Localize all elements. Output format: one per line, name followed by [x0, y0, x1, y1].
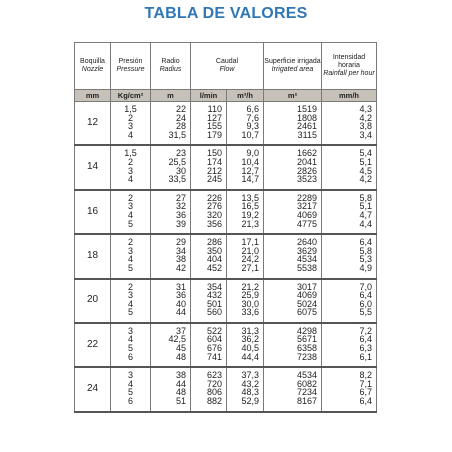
area-cell: 3217 — [264, 202, 322, 211]
pressure-cell: 5 — [111, 264, 151, 273]
table-row — [75, 308, 377, 317]
unit-radius: m — [151, 90, 191, 102]
flow-lmin-cell: 623 — [191, 367, 227, 380]
table-row — [75, 220, 377, 229]
flow-lmin-cell: 245 — [191, 175, 227, 184]
radius-cell: 31,5 — [151, 131, 191, 140]
header-irrigated-area: Superficie irrigada Irrigated area — [264, 43, 322, 90]
pressure-cell: 1,5 — [111, 102, 151, 114]
radius-cell: 33,5 — [151, 175, 191, 184]
flow-m3h-cell: 21,0 — [227, 247, 264, 256]
pressure-cell: 5 — [111, 220, 151, 229]
separator-cell — [151, 406, 191, 412]
pressure-cell: 4 — [111, 300, 151, 309]
flow-m3h-cell: 6,6 — [227, 102, 264, 114]
rainfall-cell: 4,2 — [322, 175, 377, 184]
unit-flow-lmin: l/min — [191, 90, 227, 102]
flow-lmin-cell: 226 — [191, 190, 227, 203]
flow-lmin-cell: 276 — [191, 202, 227, 211]
area-cell: 6075 — [264, 308, 322, 317]
table-row — [75, 122, 377, 131]
rainfall-cell: 6,3 — [322, 344, 377, 353]
radius-cell: 38 — [151, 367, 191, 380]
area-cell: 2041 — [264, 158, 322, 167]
nozzle-cell: 14 — [75, 145, 111, 189]
flow-lmin-cell: 522 — [191, 323, 227, 336]
flow-lmin-cell: 741 — [191, 353, 227, 362]
rainfall-cell: 6,7 — [322, 388, 377, 397]
table-row — [75, 102, 377, 114]
flow-lmin-cell: 320 — [191, 211, 227, 220]
flow-m3h-cell: 27,1 — [227, 264, 264, 273]
area-cell: 4775 — [264, 220, 322, 229]
values-table — [74, 42, 377, 413]
flow-lmin-cell: 174 — [191, 158, 227, 167]
area-cell: 3523 — [264, 175, 322, 184]
table-row — [75, 344, 377, 353]
unit-nozzle: mm — [75, 90, 111, 102]
table-row — [75, 397, 377, 406]
flow-m3h-cell: 24,2 — [227, 255, 264, 264]
radius-cell: 27 — [151, 190, 191, 203]
radius-cell: 24 — [151, 114, 191, 123]
flow-lmin-cell: 560 — [191, 308, 227, 317]
rainfall-cell: 5,3 — [322, 255, 377, 264]
pressure-cell: 2 — [111, 158, 151, 167]
table-row — [75, 380, 377, 389]
unit-rainfall: mm/h — [322, 90, 377, 102]
area-cell: 5538 — [264, 264, 322, 273]
flow-m3h-cell: 21,2 — [227, 279, 264, 292]
flow-lmin-cell: 806 — [191, 388, 227, 397]
flow-m3h-cell: 43,2 — [227, 380, 264, 389]
pressure-cell: 3 — [111, 367, 151, 380]
flow-m3h-cell: 12,7 — [227, 167, 264, 176]
rainfall-cell: 5,8 — [322, 190, 377, 203]
flow-lmin-cell: 350 — [191, 247, 227, 256]
separator-cell — [191, 406, 227, 412]
table-row — [75, 367, 377, 380]
table-row — [75, 247, 377, 256]
group-separator — [75, 406, 377, 412]
area-cell: 4298 — [264, 323, 322, 336]
table-row — [75, 388, 377, 397]
table-body — [75, 102, 377, 412]
flow-lmin-cell: 155 — [191, 122, 227, 131]
table-row — [75, 255, 377, 264]
area-cell: 2640 — [264, 234, 322, 247]
flow-m3h-cell: 52,9 — [227, 397, 264, 406]
pressure-cell: 3 — [111, 122, 151, 131]
pressure-cell: 2 — [111, 190, 151, 203]
rainfall-cell: 6,4 — [322, 291, 377, 300]
separator-cell — [227, 406, 264, 412]
rainfall-cell: 3,8 — [322, 122, 377, 131]
radius-cell: 44 — [151, 308, 191, 317]
flow-m3h-cell: 9,0 — [227, 145, 264, 158]
area-cell: 4534 — [264, 255, 322, 264]
radius-cell: 28 — [151, 122, 191, 131]
flow-lmin-cell: 212 — [191, 167, 227, 176]
area-cell: 6358 — [264, 344, 322, 353]
area-cell: 5024 — [264, 300, 322, 309]
table-row — [75, 279, 377, 292]
table-row — [75, 264, 377, 273]
pressure-cell: 2 — [111, 279, 151, 292]
pressure-cell: 2 — [111, 234, 151, 247]
flow-lmin-cell: 354 — [191, 279, 227, 292]
pressure-cell: 2 — [111, 114, 151, 123]
area-cell: 5671 — [264, 335, 322, 344]
table-row — [75, 131, 377, 140]
rainfall-cell: 8,2 — [322, 367, 377, 380]
radius-cell: 32 — [151, 202, 191, 211]
pressure-cell: 4 — [111, 175, 151, 184]
radius-cell: 36 — [151, 211, 191, 220]
radius-cell: 48 — [151, 388, 191, 397]
unit-area: m² — [264, 90, 322, 102]
table-row — [75, 190, 377, 203]
flow-lmin-cell: 452 — [191, 264, 227, 273]
radius-cell: 42 — [151, 264, 191, 273]
nozzle-cell: 24 — [75, 367, 111, 411]
pressure-cell: 6 — [111, 353, 151, 362]
radius-cell: 30 — [151, 167, 191, 176]
rainfall-cell: 6,1 — [322, 353, 377, 362]
rainfall-cell: 4,9 — [322, 264, 377, 273]
flow-m3h-cell: 9,3 — [227, 122, 264, 131]
radius-cell: 29 — [151, 234, 191, 247]
pressure-cell: 3 — [111, 291, 151, 300]
table-row — [75, 291, 377, 300]
flow-lmin-cell: 110 — [191, 102, 227, 114]
flow-lmin-cell: 356 — [191, 220, 227, 229]
unit-pressure: Kg/cm² — [111, 90, 151, 102]
rainfall-cell: 7,1 — [322, 380, 377, 389]
table-row — [75, 300, 377, 309]
flow-lmin-cell: 501 — [191, 300, 227, 309]
flow-m3h-cell: 44,4 — [227, 353, 264, 362]
area-cell: 8167 — [264, 397, 322, 406]
radius-cell: 31 — [151, 279, 191, 292]
pressure-cell: 5 — [111, 308, 151, 317]
flow-lmin-cell: 150 — [191, 145, 227, 158]
table-row — [75, 353, 377, 362]
pressure-cell: 3 — [111, 202, 151, 211]
area-cell: 7238 — [264, 353, 322, 362]
radius-cell: 23 — [151, 145, 191, 158]
rainfall-cell: 5,1 — [322, 202, 377, 211]
header-radius: Radio Radius — [151, 43, 191, 90]
table-row — [75, 234, 377, 247]
radius-cell: 34 — [151, 247, 191, 256]
flow-lmin-cell: 882 — [191, 397, 227, 406]
radius-cell: 36 — [151, 291, 191, 300]
flow-lmin-cell: 286 — [191, 234, 227, 247]
radius-cell: 39 — [151, 220, 191, 229]
area-cell: 3017 — [264, 279, 322, 292]
table-row — [75, 167, 377, 176]
area-cell: 3115 — [264, 131, 322, 140]
table-row — [75, 335, 377, 344]
area-cell: 4534 — [264, 367, 322, 380]
rainfall-cell: 5,5 — [322, 308, 377, 317]
flow-lmin-cell: 404 — [191, 255, 227, 264]
radius-cell: 22 — [151, 102, 191, 114]
rainfall-cell: 6,4 — [322, 234, 377, 247]
separator-cell — [322, 406, 377, 412]
separator-cell — [111, 406, 151, 412]
pressure-cell: 4 — [111, 211, 151, 220]
flow-m3h-cell: 10,4 — [227, 158, 264, 167]
radius-cell: 51 — [151, 397, 191, 406]
radius-cell: 38 — [151, 255, 191, 264]
flow-lmin-cell: 179 — [191, 131, 227, 140]
nozzle-cell: 12 — [75, 102, 111, 146]
area-cell: 1519 — [264, 102, 322, 114]
table-row — [75, 175, 377, 184]
flow-lmin-cell: 432 — [191, 291, 227, 300]
unit-flow-m3h: m³/h — [227, 90, 264, 102]
flow-m3h-cell: 21,3 — [227, 220, 264, 229]
radius-cell: 42,5 — [151, 335, 191, 344]
rainfall-cell: 4,3 — [322, 102, 377, 114]
nozzle-cell: 16 — [75, 190, 111, 234]
values-table-wrapper — [74, 42, 376, 413]
rainfall-cell: 4,7 — [322, 211, 377, 220]
nozzle-cell: 18 — [75, 234, 111, 278]
flow-m3h-cell: 36,2 — [227, 335, 264, 344]
rainfall-cell: 5,8 — [322, 247, 377, 256]
flow-m3h-cell: 25,9 — [227, 291, 264, 300]
area-cell: 2461 — [264, 122, 322, 131]
area-cell: 1662 — [264, 145, 322, 158]
nozzle-cell: 20 — [75, 279, 111, 323]
table-row — [75, 202, 377, 211]
rainfall-cell: 5,4 — [322, 145, 377, 158]
rainfall-cell: 4,5 — [322, 167, 377, 176]
radius-cell: 45 — [151, 344, 191, 353]
flow-lmin-cell: 127 — [191, 114, 227, 123]
radius-cell: 44 — [151, 380, 191, 389]
area-cell: 1808 — [264, 114, 322, 123]
rainfall-cell: 6,4 — [322, 335, 377, 344]
flow-m3h-cell: 13,5 — [227, 190, 264, 203]
table-row — [75, 211, 377, 220]
pressure-cell: 4 — [111, 380, 151, 389]
rainfall-cell: 7,2 — [322, 323, 377, 336]
flow-lmin-cell: 604 — [191, 335, 227, 344]
radius-cell: 48 — [151, 353, 191, 362]
rainfall-cell: 3,4 — [322, 131, 377, 140]
area-cell: 4069 — [264, 211, 322, 220]
page-title: TABLA DE VALORES — [144, 5, 308, 22]
pressure-cell: 3 — [111, 323, 151, 336]
radius-cell: 25,5 — [151, 158, 191, 167]
flow-m3h-cell: 19,2 — [227, 211, 264, 220]
table-row — [75, 114, 377, 123]
flow-lmin-cell: 676 — [191, 344, 227, 353]
flow-m3h-cell: 33,6 — [227, 308, 264, 317]
flow-m3h-cell: 10,7 — [227, 131, 264, 140]
flow-m3h-cell: 31,3 — [227, 323, 264, 336]
area-cell: 6082 — [264, 380, 322, 389]
flow-m3h-cell: 37,3 — [227, 367, 264, 380]
area-cell: 3629 — [264, 247, 322, 256]
pressure-cell: 1,5 — [111, 145, 151, 158]
rainfall-cell: 7,0 — [322, 279, 377, 292]
area-cell: 2826 — [264, 167, 322, 176]
pressure-cell: 6 — [111, 397, 151, 406]
table-row — [75, 158, 377, 167]
table-row — [75, 145, 377, 158]
flow-m3h-cell: 16,5 — [227, 202, 264, 211]
pressure-cell: 4 — [111, 131, 151, 140]
header-flow: Caudal Flow — [191, 43, 264, 90]
separator-cell — [264, 406, 322, 412]
rainfall-cell: 4,2 — [322, 114, 377, 123]
pressure-cell: 4 — [111, 255, 151, 264]
area-cell: 2289 — [264, 190, 322, 203]
flow-m3h-cell: 14,7 — [227, 175, 264, 184]
pressure-cell: 5 — [111, 388, 151, 397]
radius-cell: 37 — [151, 323, 191, 336]
header-pressure: Presión Pressure — [111, 43, 151, 90]
pressure-cell: 3 — [111, 167, 151, 176]
table-header — [75, 43, 377, 102]
rainfall-cell: 5,1 — [322, 158, 377, 167]
table-row — [75, 323, 377, 336]
rainfall-cell: 4,4 — [322, 220, 377, 229]
flow-m3h-cell: 48,3 — [227, 388, 264, 397]
pressure-cell: 3 — [111, 247, 151, 256]
pressure-cell: 4 — [111, 335, 151, 344]
header-nozzle: Boquilla Nozzle — [75, 43, 111, 90]
pressure-cell: 5 — [111, 344, 151, 353]
flow-lmin-cell: 720 — [191, 380, 227, 389]
flow-m3h-cell: 17,1 — [227, 234, 264, 247]
flow-m3h-cell: 7,6 — [227, 114, 264, 123]
header-rainfall: Intensidad horaria Rainfall per hour — [322, 43, 377, 90]
rainfall-cell: 6,4 — [322, 397, 377, 406]
rainfall-cell: 6,0 — [322, 300, 377, 309]
flow-m3h-cell: 30,0 — [227, 300, 264, 309]
area-cell: 4069 — [264, 291, 322, 300]
area-cell: 7234 — [264, 388, 322, 397]
radius-cell: 40 — [151, 300, 191, 309]
nozzle-cell: 22 — [75, 323, 111, 367]
flow-m3h-cell: 40,5 — [227, 344, 264, 353]
